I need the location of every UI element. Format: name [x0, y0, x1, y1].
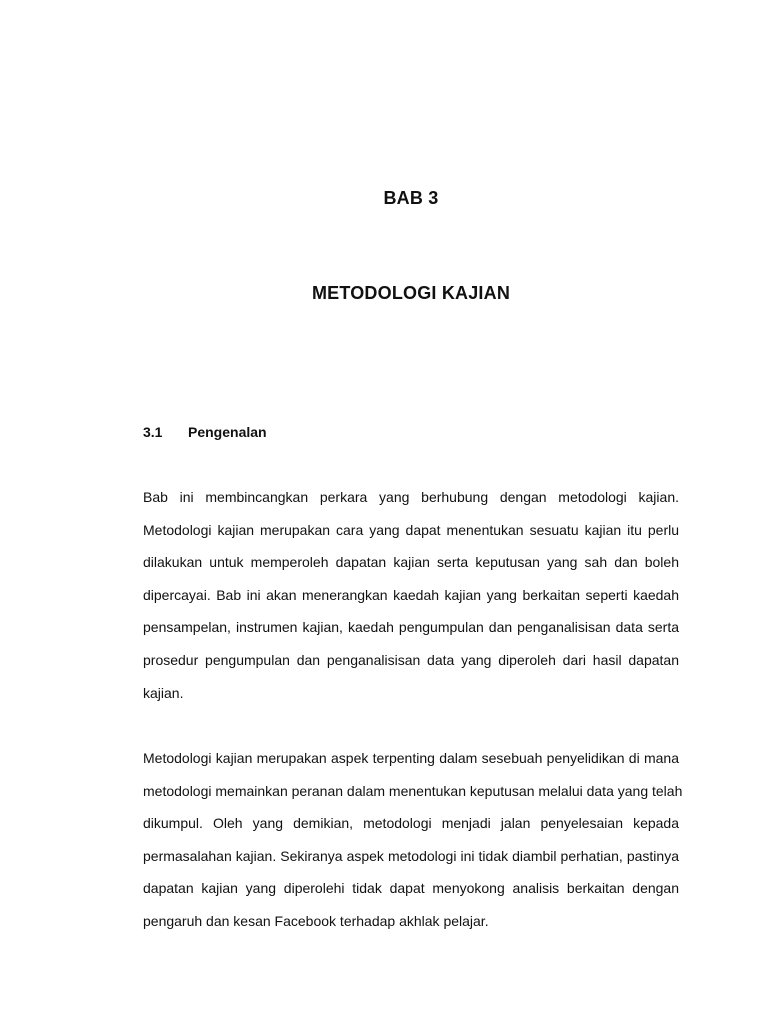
paragraph-line: kajian.	[143, 684, 184, 701]
paragraph-line: dikumpul. Oleh yang demikian, metodologi menjadi jalan penyelesaian kepada	[143, 815, 679, 832]
paragraph-line: permasalahan kajian. Sekiranya aspek metodologi ini tidak diambil perhatian, pastinya	[143, 847, 679, 864]
section-title: Pengenalan	[188, 424, 267, 440]
paragraph-methodology	[143, 742, 683, 938]
section-heading	[143, 423, 267, 441]
paragraph-line: dapatan kajian yang diperolehi tidak dapat menyokong analisis berkaitan dengan	[143, 880, 679, 897]
paragraph-line: metodologi memainkan peranan dalam menentukan keputusan melalui data yang telah	[143, 782, 683, 799]
paragraph-line: pengaruh dan kesan Facebook terhadap akhlak pelajar.	[143, 912, 489, 929]
paragraph-line: dipercayai. Bab ini akan menerangkan kaedah kajian yang berkaitan seperti kaedah	[143, 586, 679, 603]
paragraph-introduction	[143, 481, 679, 709]
paragraph-line: Metodologi kajian merupakan aspek terpenting dalam sesebuah penyelidikan di mana	[143, 750, 679, 766]
paragraph-line: prosedur pengumpulan dan penganalisisan data yang diperoleh dari hasil dapatan	[143, 651, 679, 668]
section-number: 3.1	[143, 424, 163, 440]
chapter-title: METODOLOGI KAJIAN	[311, 283, 511, 303]
paragraph-line: pensampelan, instrumen kajian, kaedah pengumpulan dan penganalisisan data serta	[143, 619, 679, 636]
paragraph-line: Metodologi kajian merupakan cara yang dapat menentukan sesuatu kajian itu perlu	[143, 521, 679, 538]
paragraph-line: dilakukan untuk memperoleh dapatan kajian serta keputusan yang sah dan boleh	[143, 554, 679, 571]
paragraph-line: Bab ini membincangkan perkara yang berhubung dengan metodologi kajian.	[143, 489, 679, 505]
chapter-number: BAB 3	[383, 188, 439, 208]
